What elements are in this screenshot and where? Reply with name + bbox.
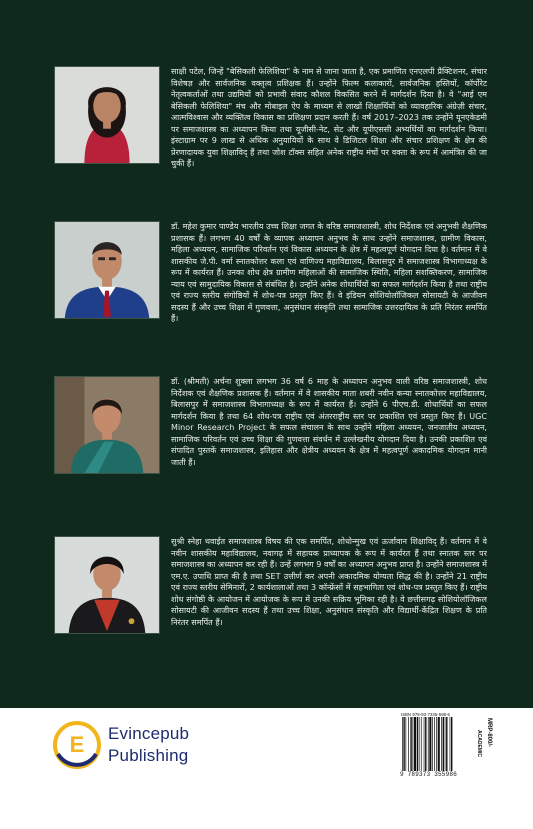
barcode-bar (408, 717, 409, 771)
barcode-bar (441, 717, 442, 771)
barcode-bar (450, 717, 451, 771)
author-bio-4 (54, 536, 494, 664)
price-code: MRP-800/- (486, 718, 492, 748)
author-bio-3 (54, 376, 494, 506)
barcode-bar (419, 717, 420, 771)
barcode-bar (410, 717, 411, 771)
barcode-bar (421, 717, 422, 771)
author-bio-text-4: सुश्री स्नेहा थवाईत समाजशास्त्र विषय की एक समर्पित, शोधोन्मुख एवं ऊर्जावान शिक्षाविद् हैं। वर्तमान में वे नवीन शासकीय महाविद्यालय, नवागढ़ में सहायक प्राध्यापक के रूप में कार्यरत हैं तथा स्नातक स्तर पर समाजशास्त्र का अध्यापन कर रही हैं। उन्हें लगभग 9 वर्षों का अध्यापन अनुभव प्राप्त है। उन्होंने समाजशास्त्र में एम.ए. उपाधि प्राप्त की है तथा SET उत्तीर्ण कर अपनी अकादमिक योग्यता सिद्ध की है। उन्होंने 21 राष्ट्रीय एवं राज्य स्तरीय सेमिनारों, 2 कार्यशालाओं तथा 3 कॉन्फ्रेंसों में सहभागिता एवं शोध-पत्र प्रस्तुत किए हैं। राष्ट्रीय शोध संगोष्ठी के आयोजन में आयोजक के रूप में उनकी सक्रिय भूमिका रही है। वे छत्तीसगढ़ सोशियोलॉजिकल सोसायटी की आजीवन सदस्य हैं तथा उच्च शिक्षा, अनुसंधान संस्कृति और विद्यार्थी-केंद्रित शिक्षण के प्रति निरंतर समर्पित हैं। (171, 537, 487, 627)
barcode-bar (413, 717, 414, 771)
barcode-bar (403, 717, 404, 771)
barcode-bar (434, 717, 435, 771)
author-bio-2 (54, 221, 494, 351)
barcode-bar (424, 717, 425, 771)
barcode-bar (436, 717, 437, 771)
barcode-bar (438, 717, 440, 771)
barcode-bar (429, 717, 431, 771)
barcode-bar (432, 717, 433, 771)
author-bio-text-2: डॉ. महेश कुमार पाण्डेय भारतीय उच्च शिक्षा जगत के वरिष्ठ समाजशास्त्री, शोध निर्देशक एवं अनुभवी शैक्षणिक प्रशासक हैं। लगभग 40 वर्षों के व्यापक अध्यापन अनुभव के साथ उन्होंने समाजशास्त्र, ग्रामीण विकास, महिला अध्ययन, सामाजिक परिवर्तन एवं विकास अध्ययन के क्षेत्र में महत्वपूर्ण योगदान दिया है। वर्तमान में वे शासकीय जे.पी. वर्मा स्नातकोत्तर कला एवं वाणिज्य महाविद्यालय, बिलासपुर में समाजशास्त्र विभागाध्यक्ष के रूप में कार्यरत हैं। उनका शोध क्षेत्र ग्रामीण महिलाओं की सामाजिक स्थिति, महिला सशक्तिकरण, सामाजिक न्याय एवं सामुदायिक विकास से संबंधित है। उन्होंने अनेक शोधार्थियों का सफल मार्गदर्शन किया है तथा राष्ट्रीय एवं राज्य स्तरीय संगोष्ठियों में शोध-पत्र प्रस्तुत किए हैं। वे इंडियन सोशियोलॉजिकल सोसायटी के आजीवन सदस्य हैं और उच्च शिक्षा में गुणवत्ता, अनुसंधान संस्कृति तथा सामाजिक उत्तरदायित्व के प्रति निरंतर समर्पित हैं। (171, 222, 487, 324)
publisher-logo-icon (52, 720, 102, 770)
barcode-bar (451, 717, 452, 771)
barcode-number: 9 789373 355986 (400, 771, 458, 778)
author-bio-1 (54, 66, 494, 194)
publisher-name-line2: Publishing (108, 746, 189, 765)
author-photo-1 (54, 66, 160, 164)
publisher-name-line1: Evincepub (108, 724, 190, 743)
barcode-bar (406, 717, 407, 771)
barcode-bar (414, 717, 416, 771)
isbn-label: ISBN 978-93-7335-598-6 (401, 712, 450, 717)
author-photo-3 (54, 376, 160, 474)
author-photo-4 (54, 536, 160, 634)
barcode-bar (443, 717, 444, 771)
isbn-barcode (400, 717, 474, 771)
category-label: ACADEMIC (476, 730, 482, 757)
author-photo-2 (54, 221, 160, 319)
barcode-bar (417, 717, 418, 771)
barcode-bar (428, 717, 429, 771)
author-bio-text-1: साक्षी पटेल, जिन्हें "बेसिकली फेलिशिया" के नाम से जाना जाता है, एक प्रमाणित एनएलपी प्रैक्टिशनर, संचार विशेषज्ञ और सार्वजनिक वक्तृत्व प्रशिक्षक हैं। उन्होंने फिल्म कलाकारों, सार्वजनिक हस्तियों, कॉर्पोरेट नेतृत्वकर्ताओं तथा उद्यमियों को प्रभावी संवाद कौशल विकसित करने में मार्गदर्शन दिया है। वे "आई एम बेसिकली फेलिशिया" मंच और मोबाइल ऐप के माध्यम से लाखों शिक्षार्थियों को व्यावहारिक अंग्रेज़ी संचार, आत्मविश्वास और व्यक्तित्व विकास का प्रशिक्षण प्रदान करती हैं। वर्ष 2017–2023 तक उन्होंने यूनएकेडमी पर समाजशास्त्र का अध्यापन किया तथा यूजीसी-नेट, सेट और यूपीएससी अभ्यर्थियों का मार्गदर्शन किया। इंस्टाग्राम पर 9 लाख से अधिक अनुयायियों के साथ वे डिजिटल शिक्षा और संचार प्रशिक्षण के क्षेत्र की प्रेरणादायक युवा शिक्षाविद् हैं तथा जोश टॉक्स सहित अनेक राष्ट्रीय मंचों पर वक्ता के रूप में आमंत्रित की जा चुकी हैं। (171, 67, 487, 169)
author-bio-text-3: डॉ. (श्रीमती) अर्चना शुक्ला लगभग 36 वर्ष 6 माह के अध्यापन अनुभव वाली वरिष्ठ समाजशास्त्री, शोध निर्देशक एवं शैक्षणिक प्रशासक हैं। वर्तमान में वे शासकीय माता शबरी नवीन कन्या स्नातकोत्तर महाविद्यालय, बिलासपुर में समाजशास्त्र विभागाध्यक्ष के रूप में कार्यरत हैं। उन्होंने 6 पीएच.डी. शोधार्थियों का सफल मार्गदर्शन किया है तथा 64 शोध-पत्र राष्ट्रीय एवं अंतरराष्ट्रीय स्तर पर प्रकाशित एवं प्रस्तुत किए हैं। UGC Minor Research Project के सफल संचालन के साथ उन्होंने महिला अध्ययन, जनजातीय अध्ययन, सामाजिक परिवर्तन एवं उच्च शिक्षा की गुणवत्ता संवर्धन में उल्लेखनीय योगदान दिया है। उनकी प्रकाशित एवं संपादित पुस्तकें समाजशास्त्र, इतिहास और क्षेत्रीय अध्ययन के क्षेत्र में महत्वपूर्ण अकादमिक योगदान मानी जाती हैं। (171, 377, 487, 467)
logo-letter: E (69, 732, 85, 757)
barcode-bar (425, 717, 426, 771)
footer-divider (0, 696, 533, 708)
barcode-bar (402, 717, 403, 771)
barcode-bar (445, 717, 446, 771)
barcode-bar (446, 717, 447, 771)
